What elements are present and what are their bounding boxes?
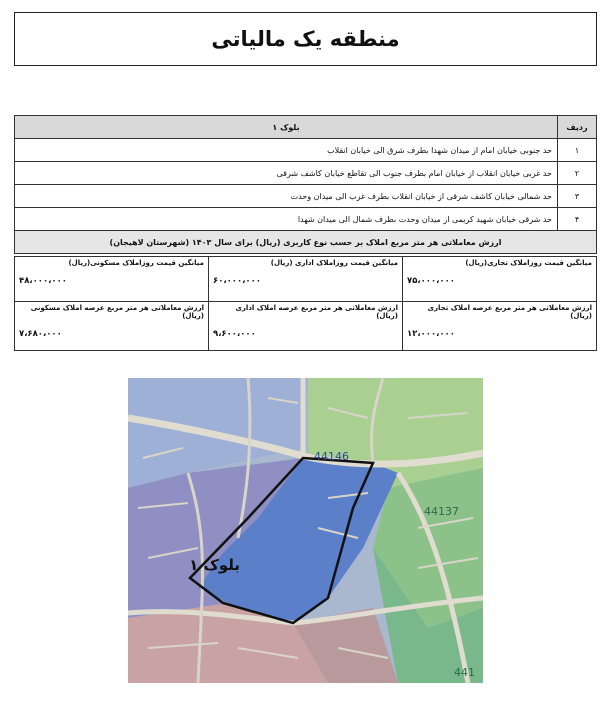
office-txn-cell bbox=[209, 302, 403, 351]
residential-price-cell bbox=[15, 257, 209, 302]
price-row-transaction bbox=[15, 302, 597, 351]
table-row bbox=[15, 162, 597, 185]
row-number: ۱ bbox=[558, 139, 597, 162]
boundary-text: حد شمالی خیابان کاشف شرقی از خیابان انقلاب بطرف غرب الی میدان وحدت bbox=[15, 185, 558, 208]
commercial-txn-value: ۱۲،۰۰۰،۰۰۰ bbox=[407, 329, 455, 339]
valuation-header-row bbox=[15, 231, 597, 254]
boundary-text: حد غربی خیابان انقلاب از خیابان امام بطرف جنوب الی تقاطع خیابان کاشف شرقی bbox=[15, 162, 558, 185]
commercial-price-label: میانگین قیمت روزاملاک تجاری(ریال) bbox=[465, 259, 592, 267]
price-table bbox=[14, 256, 597, 351]
residential-price-label: میانگین قیمت روزاملاک مسکونی(ریال) bbox=[68, 259, 204, 267]
commercial-txn-cell bbox=[403, 302, 597, 351]
residential-txn-label: ارزش معاملاتی هر متر مربع عرصه املاک مسکونی (ریال) bbox=[30, 304, 204, 320]
block-label: بلوک ۱ bbox=[189, 556, 240, 574]
office-txn-value: ۹،۶۰۰،۰۰۰ bbox=[213, 329, 256, 339]
boundary-text: حد شرقی خیابان شهید کریمی از میدان وحدت بطرف شمال الی میدان شهدا bbox=[15, 208, 558, 231]
block-boundaries-table bbox=[14, 115, 597, 254]
office-price-cell bbox=[209, 257, 403, 302]
zone-code-label: 44137 bbox=[424, 505, 459, 518]
price-row-market bbox=[15, 257, 597, 302]
page-title: منطقه یک مالیاتی bbox=[211, 27, 400, 51]
boundary-text: حد جنوبی خیابان امام از میدان شهدا بطرف شرق الی خیابان انقلاب bbox=[15, 139, 558, 162]
row-number: ۳ bbox=[558, 185, 597, 208]
block-header: بلوک ۱ bbox=[15, 116, 558, 139]
row-number-header: ردیف bbox=[558, 116, 597, 139]
office-txn-label: ارزش معاملاتی هر متر مربع عرصه املاک اداری (ریال) bbox=[235, 304, 398, 320]
commercial-price-cell bbox=[403, 257, 597, 302]
commercial-txn-label: ارزش معاملاتی هر متر مربع عرصه املاک تجاری (ریال) bbox=[427, 304, 592, 320]
row-number: ۴ bbox=[558, 208, 597, 231]
table-row bbox=[15, 208, 597, 231]
valuation-header: ارزش معاملاتی هر متر مربع املاک بر حسب نوع کاربری (ریال) برای سال ۱۴۰۳ (شهرستان لاهیجان) bbox=[15, 231, 597, 254]
table-row bbox=[15, 139, 597, 162]
row-number: ۲ bbox=[558, 162, 597, 185]
block-map bbox=[128, 378, 483, 683]
commercial-price-value: ۷۵،۰۰۰،۰۰۰ bbox=[407, 276, 455, 286]
table-row bbox=[15, 185, 597, 208]
zone-code-label: 441 bbox=[454, 666, 475, 679]
residential-price-value: ۴۸،۰۰۰،۰۰۰ bbox=[19, 276, 67, 286]
zone-code-label: 44146 bbox=[314, 450, 349, 463]
residential-txn-value: ۷،۶۸۰،۰۰۰ bbox=[19, 329, 62, 339]
page-title-box bbox=[14, 12, 597, 66]
office-price-value: ۶۰،۰۰۰،۰۰۰ bbox=[213, 276, 261, 286]
office-price-label: میانگین قیمت روزاملاک اداری (ریال) bbox=[270, 259, 398, 267]
residential-txn-cell bbox=[15, 302, 209, 351]
table-header-row bbox=[15, 116, 597, 139]
